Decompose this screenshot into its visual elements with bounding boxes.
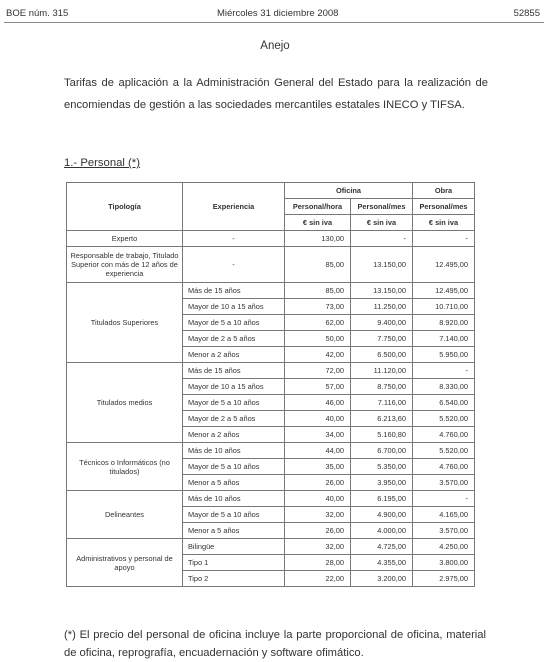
- table-row: [67, 247, 475, 283]
- rate-mes-cell: 5.160,80: [351, 427, 413, 443]
- page-title: Anejo: [260, 40, 290, 52]
- rate-hora-cell: 32,00: [285, 507, 351, 523]
- rate-mes-cell: 4.355,00: [351, 555, 413, 571]
- rates-table-body: [67, 231, 475, 587]
- experiencia-cell: Más de 10 años: [183, 443, 285, 459]
- rate-hora-cell: 46,00: [285, 395, 351, 411]
- journal-issue: BOE núm. 315: [6, 8, 69, 19]
- rate-mes-cell: 3.200,00: [351, 571, 413, 587]
- rate-hora-cell: 40,00: [285, 411, 351, 427]
- rate-mes-cell: 3.950,00: [351, 475, 413, 491]
- rate-mes-cell: 4.000,00: [351, 523, 413, 539]
- table-row: [67, 539, 475, 555]
- rate-obra-cell: -: [413, 231, 475, 247]
- experiencia-cell: Tipo 2: [183, 571, 285, 587]
- experiencia-cell: Menor a 2 años: [183, 347, 285, 363]
- experiencia-cell: Más de 10 años: [183, 491, 285, 507]
- rate-hora-cell: 35,00: [285, 459, 351, 475]
- rate-obra-cell: 4.760,00: [413, 459, 475, 475]
- rate-hora-cell: 22,00: [285, 571, 351, 587]
- rate-hora-cell: 85,00: [285, 283, 351, 299]
- rate-obra-cell: 5.520,00: [413, 411, 475, 427]
- rate-obra-cell: 8.330,00: [413, 379, 475, 395]
- rate-mes-cell: -: [351, 231, 413, 247]
- rate-hora-cell: 26,00: [285, 523, 351, 539]
- experiencia-cell: Mayor de 10 a 15 años: [183, 299, 285, 315]
- table-row: [67, 443, 475, 459]
- page-header: [6, 8, 540, 22]
- table-row: [67, 283, 475, 299]
- rate-hora-cell: 44,00: [285, 443, 351, 459]
- rate-obra-cell: 3.570,00: [413, 475, 475, 491]
- rate-mes-cell: 4.725,00: [351, 539, 413, 555]
- rate-mes-cell: 7.116,00: [351, 395, 413, 411]
- rate-hora-cell: 73,00: [285, 299, 351, 315]
- section-title: 1.- Personal (*): [64, 157, 140, 169]
- rate-mes-cell: 9.400,00: [351, 315, 413, 331]
- rate-mes-cell: 13.150,00: [351, 247, 413, 283]
- header-rule: [4, 22, 544, 23]
- rate-hora-cell: 34,00: [285, 427, 351, 443]
- table-row: [67, 231, 475, 247]
- col-header-obra-personal-mes: Personal/mes: [413, 199, 475, 215]
- rate-mes-cell: 11.250,00: [351, 299, 413, 315]
- rate-obra-cell: 12.495,00: [413, 283, 475, 299]
- rate-obra-cell: 3.800,00: [413, 555, 475, 571]
- rate-hora-cell: 42,00: [285, 347, 351, 363]
- rate-obra-cell: 2.975,00: [413, 571, 475, 587]
- rate-hora-cell: 72,00: [285, 363, 351, 379]
- rate-hora-cell: 85,00: [285, 247, 351, 283]
- rate-obra-cell: 3.570,00: [413, 523, 475, 539]
- col-header-oficina: Oficina: [285, 183, 413, 199]
- experiencia-cell: Tipo 1: [183, 555, 285, 571]
- experiencia-cell: Mayor de 2 a 5 años: [183, 331, 285, 347]
- experiencia-cell: -: [183, 247, 285, 283]
- publication-date: Miércoles 31 diciembre 2008: [217, 8, 339, 19]
- unit-mes: € sin iva: [351, 215, 413, 231]
- tipologia-group-cell: Titulados Superiores: [67, 283, 183, 363]
- rate-obra-cell: 4.165,00: [413, 507, 475, 523]
- rate-mes-cell: 6.500,00: [351, 347, 413, 363]
- experiencia-cell: Mayor de 2 a 5 años: [183, 411, 285, 427]
- rate-obra-cell: 5.950,00: [413, 347, 475, 363]
- experiencia-cell: Más de 15 años: [183, 363, 285, 379]
- rate-mes-cell: 11.120,00: [351, 363, 413, 379]
- experiencia-cell: Bilingüe: [183, 539, 285, 555]
- rate-obra-cell: 10.710,00: [413, 299, 475, 315]
- rate-hora-cell: 57,00: [285, 379, 351, 395]
- rate-mes-cell: 13.150,00: [351, 283, 413, 299]
- rate-obra-cell: -: [413, 363, 475, 379]
- rate-hora-cell: 28,00: [285, 555, 351, 571]
- rate-mes-cell: 6.700,00: [351, 443, 413, 459]
- page-number: 52855: [513, 8, 540, 19]
- rate-mes-cell: 4.900,00: [351, 507, 413, 523]
- col-header-obra: Obra: [413, 183, 475, 199]
- rate-mes-cell: 7.750,00: [351, 331, 413, 347]
- tipologia-cell: Experto: [67, 231, 183, 247]
- experiencia-cell: Mayor de 5 a 10 años: [183, 315, 285, 331]
- rate-hora-cell: 40,00: [285, 491, 351, 507]
- experiencia-cell: Menor a 2 años: [183, 427, 285, 443]
- intro-paragraph: Tarifas de aplicación a la Administración General del Estado para la realización de encomiendas de gestión a las sociedades mercantiles estatales INECO y TIFSA.: [64, 77, 488, 111]
- col-header-personal-hora: Personal/hora: [285, 199, 351, 215]
- experiencia-cell: Más de 15 años: [183, 283, 285, 299]
- experiencia-cell: Mayor de 5 a 10 años: [183, 459, 285, 475]
- rate-hora-cell: 130,00: [285, 231, 351, 247]
- rates-table: [66, 182, 475, 587]
- rate-mes-cell: 5.350,00: [351, 459, 413, 475]
- unit-obra: € sin iva: [413, 215, 475, 231]
- rate-mes-cell: 8.750,00: [351, 379, 413, 395]
- tipologia-group-cell: Titulados medios: [67, 363, 183, 443]
- experiencia-cell: Mayor de 5 a 10 años: [183, 395, 285, 411]
- experiencia-cell: Mayor de 10 a 15 años: [183, 379, 285, 395]
- rate-obra-cell: 4.760,00: [413, 427, 475, 443]
- rate-obra-cell: 8.920,00: [413, 315, 475, 331]
- rate-obra-cell: 6.540,00: [413, 395, 475, 411]
- unit-hora: € sin iva: [285, 215, 351, 231]
- rate-mes-cell: 6.195,00: [351, 491, 413, 507]
- experiencia-cell: Mayor de 5 a 10 años: [183, 507, 285, 523]
- tipologia-group-cell: Técnicos o Informáticos (no titulados): [67, 443, 183, 491]
- experiencia-cell: Menor a 5 años: [183, 523, 285, 539]
- rate-hora-cell: 26,00: [285, 475, 351, 491]
- rate-hora-cell: 50,00: [285, 331, 351, 347]
- rate-obra-cell: -: [413, 491, 475, 507]
- rate-obra-cell: 5.520,00: [413, 443, 475, 459]
- col-header-personal-mes: Personal/mes: [351, 199, 413, 215]
- col-header-experiencia: Experiencia: [183, 183, 285, 231]
- tipologia-cell: Responsable de trabajo, Titulado Superior con más de 12 años de experiencia: [67, 247, 183, 283]
- footnote: (*) El precio del personal de oficina incluye la parte proporcional de oficina, material de oficina, reprografía, encuadernación y software ofimático.: [64, 629, 486, 659]
- tipologia-group-cell: Administrativos y personal de apoyo: [67, 539, 183, 587]
- rate-obra-cell: 4.250,00: [413, 539, 475, 555]
- table-row: [67, 363, 475, 379]
- rate-obra-cell: 12.495,00: [413, 247, 475, 283]
- tipologia-group-cell: Delineantes: [67, 491, 183, 539]
- rate-mes-cell: 6.213,60: [351, 411, 413, 427]
- rate-hora-cell: 62,00: [285, 315, 351, 331]
- experiencia-cell: -: [183, 231, 285, 247]
- experiencia-cell: Menor a 5 años: [183, 475, 285, 491]
- col-header-tipologia: Tipología: [67, 183, 183, 231]
- rate-hora-cell: 32,00: [285, 539, 351, 555]
- rate-obra-cell: 7.140,00: [413, 331, 475, 347]
- table-row: [67, 491, 475, 507]
